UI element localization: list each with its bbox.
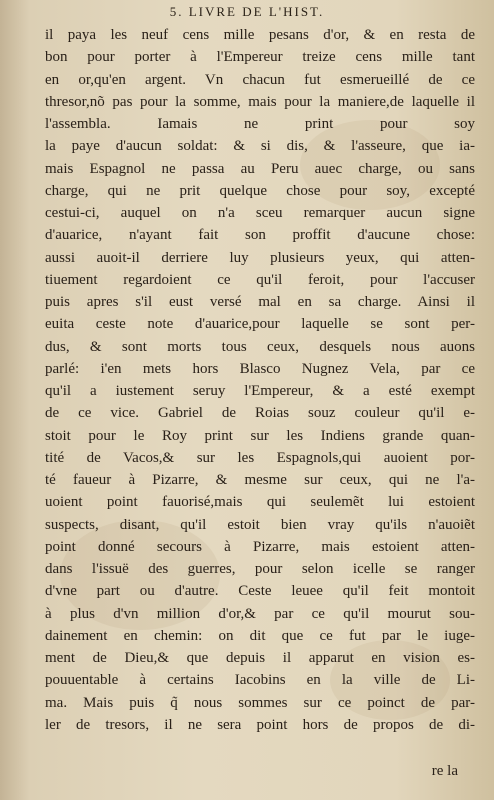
text-line: dans l'issuë des guerres, pour selon icelle se ranger — [45, 561, 475, 577]
text-line: bon pour porter à l'Empereur treize cens mille tant — [45, 49, 475, 66]
text-line: charge, qui ne prit quelque chose pour soy, excepté — [45, 182, 475, 199]
text-line: d'vne part ou d'autre. Ceste leuee qu'il feit montoit — [45, 583, 475, 600]
text-line: de ce vice. Gabriel de Roias souz couleur qu'il e- — [45, 405, 475, 422]
text-line: pouuentable à certains Iacobins en la ville de Li- — [45, 672, 475, 689]
text-line: té faueur à Pizarre, & mesme sur ceux, qui ne l'a- — [45, 472, 475, 488]
text-line: dus, & sont morts tous ceux, desquels nous auons — [45, 338, 475, 355]
text-line: ma. Mais puis q̃ nous sommes sur ce poinct de par- — [45, 694, 475, 711]
text-line: stoit pour le Roy print sur les Indiens grande quan- — [45, 427, 475, 444]
text-line: à plus d'vn million d'or,& par ce qu'il mourut sou- — [45, 605, 475, 622]
text-line: uoient point fauorisé,mais qui seulemẽt lui estoient — [45, 494, 475, 511]
page-body-text — [45, 24, 475, 736]
text-line: point donné secours à Pizarre, mais estoient atten- — [45, 538, 475, 555]
text-line: aussi auoit-il derriere luy plusieurs yeux, qui atten- — [45, 249, 475, 266]
text-line: dainement en chemin: on dit que ce fut par le iuge- — [45, 627, 475, 644]
catchword: re la — [431, 763, 458, 779]
text-line: ment de Dieu,& que depuis il apparut en vision es- — [45, 650, 475, 666]
text-line: tité de Vacos,& sur les Espagnols,qui auoient por- — [45, 449, 475, 466]
running-header: 5. LIVRE DE L'HIST. — [169, 4, 325, 19]
text-line: la paye d'aucun soldat: & si dis, & l'asseure, que ia- — [45, 138, 475, 155]
text-line: mais Espagnol ne passa au Peru auec charge, ou sans — [45, 160, 475, 177]
text-line: thresor,nõ pas pour la somme, mais pour la maniere,de laquelle il l'assembla. Iamais ne print pour soy — [45, 93, 475, 132]
text-line: d'auarice, n'ayant fait son proffit d'aucune chose: — [45, 227, 475, 244]
text-line: qu'il a iustement seruy l'Empereur, & a esté exempt — [45, 383, 475, 399]
text-line: il paya les neuf cens mille pesans d'or, & en resta de — [45, 27, 475, 43]
text-line: puis apres s'il eust versé mal en sa charge. Ainsi il — [45, 294, 475, 310]
text-line: suspects, disant, qu'il estoit bien vray qu'ils n'auoiẽt — [45, 516, 475, 533]
text-line: euita ceste note d'auarice,pour laquelle se sont per- — [45, 316, 475, 333]
text-line: parlé: i'en mets hors Blasco Nugnez Vela, par ce — [45, 360, 475, 377]
text-line: ler de tresors, il ne sera point hors de propos de di- — [45, 716, 475, 733]
text-line: tiuement regardoient ce qu'il feroit, pour l'accuser — [45, 271, 475, 288]
text-line: en or,qu'en argent. Vn chacun fut esmerueillé de ce — [45, 71, 475, 88]
text-line: cestui-ci, auquel on n'a sceu remarquer aucun signe — [45, 205, 475, 221]
